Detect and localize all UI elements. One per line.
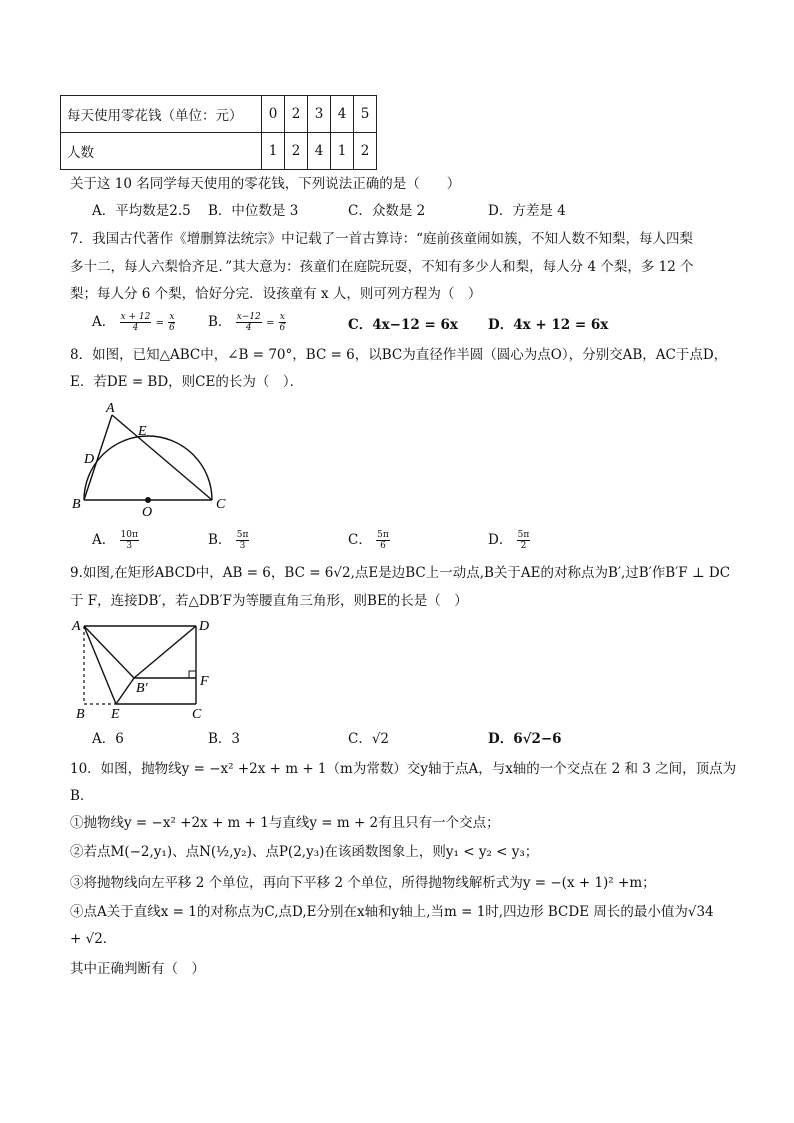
fraction: $\frac{5\pi}{3}$ <box>236 530 249 551</box>
center-point-o <box>145 497 151 503</box>
q9-line-2: 于 F，连接DB′，若△DB′F为等腰直角三角形，则BE的长是（ ） <box>70 593 468 609</box>
q8-option-c: C． $\frac{5\pi}{6}$ <box>348 530 389 551</box>
q7-option-a: A． $\frac{x + 12}{4}$ = $\frac{x}{6}$ <box>92 312 175 333</box>
segment-ae <box>84 626 116 704</box>
label-b: B <box>72 497 81 512</box>
q10-line-1: 10．如图，抛物线y = −x² +2x + m + 1（m为常数）交y轴于点A，与x轴的一个交点在 2 和 3 之间，顶点为 <box>70 761 737 777</box>
fraction: $\frac{5\pi}{6}$ <box>377 530 389 551</box>
q10-statement-3: ③将抛物线向左平移 2 个单位，再向下平移 2 个单位，所得抛物线解析式为y = −(x + 1)² +m； <box>70 875 656 891</box>
q10-statement-4-cont: + √2． <box>70 931 117 947</box>
label-o: O <box>142 505 153 518</box>
q6-stem: 关于这 10 名同学每天使用的零花钱，下列说法正确的是（ ） <box>70 176 461 192</box>
q7-option-c: C．4x−12 = 6x <box>348 317 458 333</box>
q7-line-2: 多十二，每人六梨恰齐足．”其大意为：孩童们在庭院玩耍，不知有多少人和梨，每人分 4 个梨，多 12 个 <box>70 259 694 275</box>
label-d: D <box>199 619 210 634</box>
table-header-cell: 人数 <box>61 133 262 170</box>
table-cell: 2 <box>285 133 308 170</box>
table-cell: 2 <box>354 133 377 170</box>
q7-option-d: D．4x + 12 = 6x <box>488 317 609 333</box>
data-table <box>60 95 377 170</box>
q8-figure <box>68 398 240 518</box>
label-b: B <box>76 707 85 722</box>
q7-line-3: 梨；每人分 6 个梨，恰好分完．设孩童有 x 人，则可列方程为（ ） <box>70 286 482 302</box>
label-f: F <box>200 674 209 689</box>
label-b-prime: B′ <box>136 681 148 696</box>
table-cell: 4 <box>331 96 354 133</box>
table-cell: 2 <box>285 96 308 133</box>
table-cell: 1 <box>262 133 285 170</box>
table-cell: 3 <box>308 96 331 133</box>
fraction: $\frac{x-12}{4}$ <box>236 312 261 333</box>
label-d: D <box>84 452 95 467</box>
q9-figure <box>68 612 218 724</box>
q9-option-b: B．3 <box>208 731 241 747</box>
q6-option-d: D．方差是 4 <box>488 203 566 219</box>
fraction: $\frac{x + 12}{4}$ <box>120 312 151 333</box>
q10-statement-1: ①抛物线y = −x² +2x + m + 1与直线y = m + 2有且只有一个交点； <box>70 815 500 831</box>
option-label: A． <box>92 314 116 330</box>
q8-option-a: A． $\frac{10\pi}{3}$ <box>92 530 138 551</box>
option-label: B． <box>208 314 232 330</box>
table-cell: 0 <box>262 96 285 133</box>
q8-option-d: D． $\frac{5\pi}{2}$ <box>488 530 530 551</box>
label-e: E <box>138 424 147 439</box>
segment-db-prime <box>134 626 196 678</box>
q7-line-1: 7．我国古代著作《增删算法统宗》中记载了一首古算诗：“庭前孩童闹如簇，不知人数不知梨，每人四梨 <box>70 231 693 247</box>
q9-option-c: C．√2 <box>348 731 390 747</box>
q9-option-a: A．6 <box>92 731 124 747</box>
table-cell: 1 <box>331 133 354 170</box>
q10-tail: 其中正确判断有（ ） <box>70 961 205 977</box>
table-header-cell: 每天使用零花钱（单位：元） <box>61 96 262 133</box>
table-cell: 4 <box>308 133 331 170</box>
fraction: $\frac{x}{6}$ <box>169 312 175 333</box>
fraction: $\frac{x}{6}$ <box>279 312 286 333</box>
label-c: C <box>192 707 202 722</box>
q8-option-b: B． $\frac{5\pi}{3}$ <box>208 530 249 551</box>
table-row <box>61 96 377 133</box>
label-a: A <box>106 401 115 416</box>
table-cell: 5 <box>354 96 377 133</box>
fraction: $\frac{10\pi}{3}$ <box>120 530 138 551</box>
q7-option-b: B． $\frac{x-12}{4}$ = $\frac{x}{6}$ <box>208 312 286 333</box>
q6-option-c: C．众数是 2 <box>348 203 426 219</box>
segment-eb-prime <box>116 678 134 704</box>
q10-statement-4: ④点A关于直线x = 1的对称点为C,点D,E分别在x轴和y轴上,当m = 1时,四边形 BCDE 周长的最小值为√34 <box>70 904 714 920</box>
table-row <box>61 133 377 170</box>
fraction: $\frac{5\pi}{2}$ <box>517 530 530 551</box>
label-e: E <box>111 707 120 722</box>
q10-line-2: B． <box>70 788 94 804</box>
right-angle-mark <box>189 671 196 678</box>
q6-option-b: B．中位数是 3 <box>208 203 299 219</box>
q9-option-d: D．6√2−6 <box>488 731 562 747</box>
q9-line-1: 9.如图,在矩形ABCD中，AB = 6，BC = 6√2,点E是边BC上一动点,B关于AE的对称点为B′,过B′作B′F ⊥ DC <box>70 565 731 581</box>
q8-line-2: E．若DE = BD，则CE的长为（ ）． <box>70 374 304 390</box>
segment-ac <box>112 415 212 500</box>
q10-statement-2: ②若点M(−2,y₁)、点N(½,y₂)、点P(2,y₃)在该函数图象上，则y₁ < y₂ < y₃； <box>70 844 539 860</box>
q8-line-1: 8．如图，已知△ABC中，∠B = 70°，BC = 6，以BC为直径作半圆（圆心为点O），分别交AB，AC于点D， <box>70 347 728 363</box>
q6-option-a: A．平均数是2.5 <box>92 203 191 219</box>
label-c: C <box>216 497 226 512</box>
segment-ab-prime <box>84 626 134 678</box>
label-a: A <box>72 619 81 634</box>
